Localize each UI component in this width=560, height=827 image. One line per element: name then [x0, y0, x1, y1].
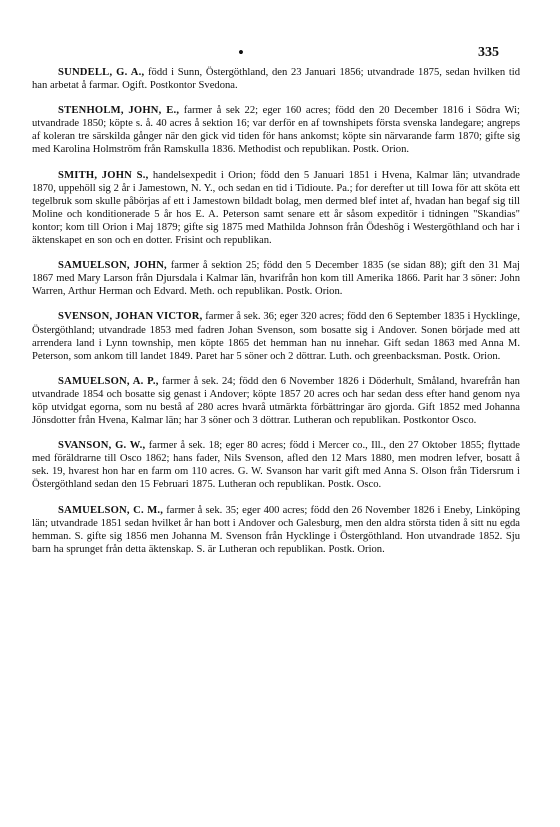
entry-svanson-gw — [0, 439, 560, 491]
entry-name: SUNDELL, G. A., — [58, 67, 145, 78]
entry-list — [0, 66, 560, 556]
entry-name: SAMUELSON, JOHN, — [58, 260, 167, 272]
entry-stenholm — [0, 104, 560, 156]
entry-name: SAMUELSON, C. M., — [58, 504, 164, 516]
entry-text: handelsexpedit i Orion; född den 5 Januari 1851 i Hvena, Kalmar län; utvandrade 1870, uppehöll sig 2 år i Jamestown, N. Y., och sedan en tid i Tidioute. Pa.; for derefter ut till Iowa för att sköta ett tegelbruk som skulle påbörjas af ett i Jamestown bildadt bolag, men dermed blef intet af, hvadan han begaf sig till Moline och konditionerade 5 år hos E. A. Peterson samt senare ett år såsom expeditör i tidningen "Skandias" kontor; kom till Orion i Maj 1879; gifte sig 1875 med Mathilda Johnson från Ödeshög i Westergöthland och har i äktenskapet en son och en dotter. Frisint och republikan. — [32, 169, 520, 247]
entry-name: SMITH, JOHN S., — [58, 169, 149, 181]
entry-text: farmer å sek 22; eger 160 acres; född den 20 December 1816 i Södra Wi; utvandrade 1850; köpte s. å. 40 acres å sektion 16; var derför en af townshipets första svenska landegare; angreps af koleran tre särskilda gånger när den gick vid tiden för hans ankomst; köpte sin närvarande farm 1870; gifte sig med Karolina Holmström från Ramskulla 1836. Methodist och republikan. Postk. Orion. — [32, 105, 520, 156]
entry-text: född i Sunn, Östergöthland, den 23 Januari 1856; utvandrade 1875, sedan hvilken tid han arbetat å farmar. Ogift. Postkontor Svedona. — [32, 67, 521, 92]
entry-sundell — [0, 66, 560, 92]
entry-text: farmer å sek. 36; eger 320 acres; född den 6 September 1835 i Hycklinge, Östergöthland; utvandrade 1853 med fadren Johan Svenson, som bosatte sig i Andover. Sonen började med att arrendera land i Lynn township, men köpte 1865 det hemman han nu innehar. Gift sedan 1863 med Anna M. Peterson, som ankom till landet 1849. Paret har 5 söner och 2 döttrar. Luth. och greenbacksman. Postk. Orion. — [32, 311, 520, 362]
entry-samuelson-ap — [0, 375, 560, 427]
entry-name: SVENSON, JOHAN VICTOR, — [58, 311, 203, 323]
entry-text: farmer å sek. 35; eger 400 acres; född den 26 November 1826 i Eneby, Linköping län; utvandrade 1851 sedan hvilket år han bott i Andover och Galesburg, men den aldra största tiden å sitt nu egda hemman. S. gifte sig 1856 men Johanna M. Svenson från Hycklinge i Östergöthland. Hon utvandrade 1852. Sju barn ha sprunget från detta äktenskap. S. är Lutheran och republikan. Postk. Orion. — [32, 504, 520, 555]
entry-text: farmer å sektion 25; född den 5 December 1835 (se sidan 88); gift den 31 Maj 1867 med Mary Larson från Djursdala i Kalmar län, hvarifrån hon kom till Amerika 1866. Parit har 3 söner: John Warren, Arthur Herman och Edvard. Meth. och republikan. Postk. Orion. — [32, 260, 520, 298]
header-dot: • — [238, 43, 244, 62]
entry-samuelson-john — [0, 259, 560, 298]
entry-samuelson-cm — [0, 504, 560, 556]
entry-name: SAMUELSON, A. P., — [58, 375, 159, 387]
entry-name: SVANSON, G. W., — [58, 440, 146, 452]
page-number: 335 — [478, 45, 499, 60]
entry-svenson-johan-victor — [0, 310, 560, 362]
entry-text: farmer å sek. 18; eger 80 acres; född i Mercer co., Ill., den 27 Oktober 1855; flyttade med föräldrarne till Osco 1862; hans fader, Nils Svenson, afled den 12 Mars 1880, men modren lefver, bosatt å sek. 19, hvarest hon har en farm om 110 acres. G. W. Svanson har varit gift med Anna S. Olson från Tidersrum i Östergöthland sedan den 15 Februari 1875. Lutheran och republikan. Postk. Osco. — [32, 440, 520, 491]
entry-smith — [0, 169, 560, 248]
entry-text: farmer å sek. 24; född den 6 November 1826 i Döderhult, Småland, hvarefrån han utvandrade 1854 och bosatte sig genast i Andover; köpte 1857 20 acres och har sedan dess efter hand genom nya köp utvidgat egorna, som nu bestå af 280 acres hvarå utmärkta förbättringar äro gjorda. Gift 1852 med Johanna Jönsdotter från Hvena, Kalmar län; har 3 söner och 3 döttrar. Lutheran och republikan. Postkontor Osco. — [32, 375, 520, 427]
entry-name: STENHOLM, JOHN, E., — [58, 105, 180, 117]
